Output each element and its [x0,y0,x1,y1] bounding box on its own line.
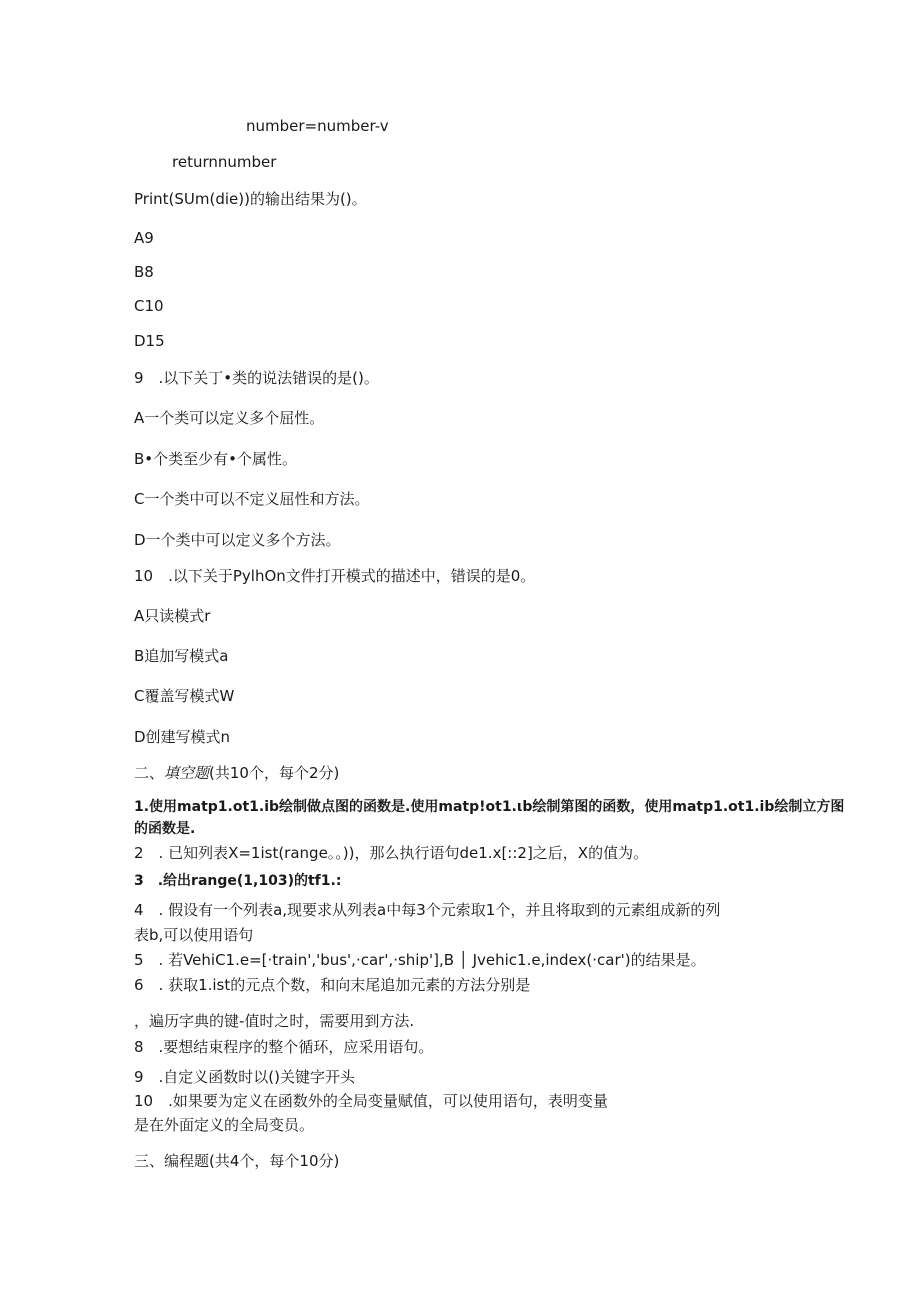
fill-item-8: 8 .要想结束程序的整个循环，应采用语句。 [134,1038,434,1056]
q9-option-b: B•个类至少有•个属性。 [134,450,297,468]
fill-item-3: 3 .给出range(1,103)的tf1.: [134,873,342,889]
q8-option-b: B8 [134,263,154,281]
fill-item-10-cont: 是在外面定义的全局变员。 [134,1116,315,1134]
fill-item-7: ，遍历字典的键-值时之时，需要用到方法. [134,1012,415,1030]
q8-option-a: A9 [134,229,154,247]
fill-item-9: 9 .自定义函数时以()关键字开头 [134,1068,356,1086]
fill-item-5: 5 . 若VehiC1.e=[·train','bus',·car',·ship'],B │ Jvehic1.e,index(·car')的结果是。 [134,951,706,969]
q10-option-a: A只读模式r [134,607,211,625]
fill-item-1-cont: 的函数是. [134,821,196,837]
section-2-heading-title: 填空题 [164,764,210,782]
q9-option-a: A一个类可以定义多个屈性。 [134,409,325,427]
section-2-heading-suffix: (共10个，每个2分) [209,764,340,782]
q10-option-b: B追加写模式a [134,647,229,665]
fill-item-4: 4 . 假设有一个列表a,现要求从列表a中每3个元索取1个，并且将取到的元素组成新的列 [134,901,721,919]
q10-stem: 10 .以下关于PylhOn文件打开模式的描述中，错误的是0。 [134,567,536,585]
code-line-1: number=number-v [246,117,389,135]
q8-option-d: D15 [134,332,165,350]
fill-item-1: 1.使用matp1.ot1.ib绘制做点图的函数是.使用matp!ot1.ιb绘制第图的函数，使用matp1.ot1.ib绘制立方图 [134,799,845,815]
q8-option-c: C10 [134,297,164,315]
fill-item-10: 10 .如果要为定义在函数外的全局变量赋值，可以使用语句，表明变量 [134,1092,608,1110]
q9-option-d: D一个类中可以定义多个方法。 [134,531,341,549]
q9-stem: 9 .以下关丁•类的说法错误的是()。 [134,369,379,387]
q9-option-c: C一个类中可以不定义屈性和方法。 [134,490,370,508]
code-line-2: returnnumber [172,153,277,171]
section-2-heading [134,763,339,783]
fill-item-4-cont: 表b,可以使用语句 [134,926,254,944]
fill-item-2: 2 . 已知列表X=1ist(range。。))，那么执行语句de1.x[::2]之后，X的值为。 [134,844,649,862]
q10-option-c: C覆盖写模式W [134,687,235,705]
section-2-heading-prefix: 二、 [134,764,165,782]
q10-option-d: D创建写模式n [134,728,231,746]
section-3-heading: 三、编程题(共4个，每个10分) [134,1152,340,1170]
q8-stem: Print(SUm(die))的输出结果为()。 [134,190,367,208]
fill-item-6: 6 . 获取1.ist的元点个数，和向末尾追加元素的方法分别是 [134,976,531,994]
